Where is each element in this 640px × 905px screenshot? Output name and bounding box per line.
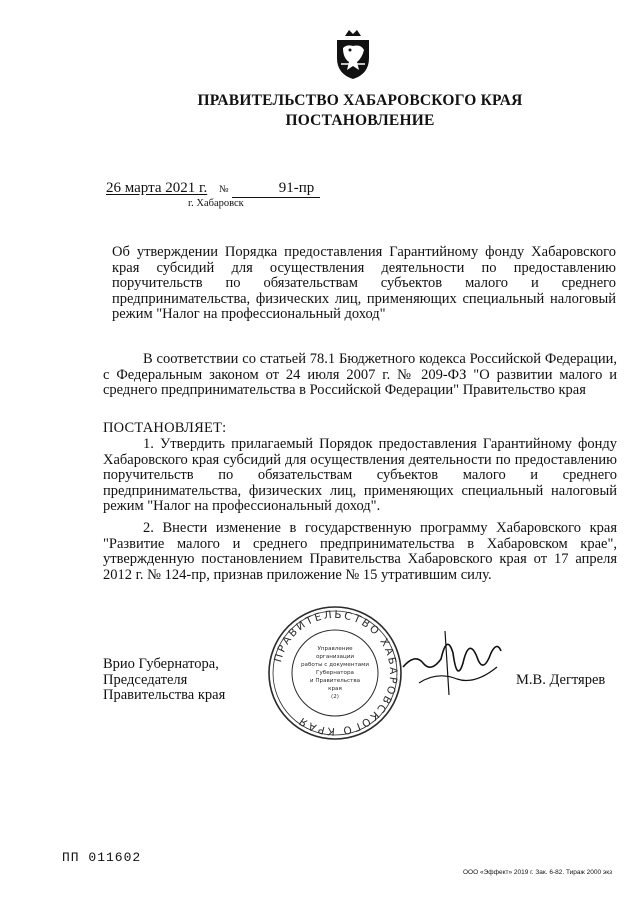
stamp-center-line: Губернатора xyxy=(316,670,354,676)
stamp-center-line: организации xyxy=(315,654,355,660)
document-number: 91-пр xyxy=(232,180,320,198)
stamp-center-line: Управление xyxy=(317,646,353,652)
stamp-center-line: края xyxy=(328,686,342,692)
government-title: ПРАВИТЕЛЬСТВО ХАБАРОВСКОГО КРАЯ xyxy=(197,92,523,109)
stamp-center-line: работы с документами xyxy=(301,662,369,668)
date-number-line xyxy=(106,180,320,198)
stamp-center-line: и Правительства xyxy=(309,678,361,684)
stamp-center-line: (2) xyxy=(331,694,339,700)
signatory-role-line-2: Правительства края xyxy=(103,687,226,703)
document-type: ПОСТАНОВЛЕНИЕ xyxy=(285,112,435,129)
document-date: 26 марта 2021 г. xyxy=(106,180,208,196)
stamp-ring-text: ПРАВИТЕЛЬСТВО ХАБАРОВСКОГО КРАЯ xyxy=(272,608,400,738)
form-serial-number: ПП 011602 xyxy=(62,850,142,865)
decree-item-1: 1. Утвердить прилагаемый Порядок предоставления Гарантийному фонду Хабаровского края субсидий для осуществления деятельности по предоставлению поручительств по обязательствам субъектов малого и среднего предпринимательства, физических лиц, применяющих специальный налоговый режим "Налог на профессиональный доход". xyxy=(103,436,617,514)
decree-item-2: 2. Внести изменение в государственную программу Хабаровского края "Развитие малого и среднего предпринимательства в Хабаровском крае", утвержденную постановлением Правительства Хабаровского края от 17 апреля 2012 г. № 124-пр, признав приложение № 15 утратившим силу. xyxy=(103,520,617,583)
printer-imprint: ООО «Эффект» 2019 г. Зак. 6-82. Тираж 2000 экз xyxy=(463,869,613,876)
coat-of-arms-icon xyxy=(331,28,375,80)
signatory-role-line-1: Врио Губернатора, Председателя xyxy=(103,656,219,688)
official-stamp xyxy=(265,603,405,743)
city: г. Хабаровск xyxy=(188,198,244,209)
decree-heading: ПОСТАНОВЛЯЕТ: xyxy=(103,420,227,436)
document-subject: Об утверждении Порядка предоставления Гарантийному фонду Хабаровского края субсидий для осуществления деятельности по предоставлению поручительств по обязательствам субъектов малого и среднего предпринимательства, физических лиц, применяющих специальный налоговый режим "Налог на профессиональный доход" xyxy=(112,244,616,322)
signatory-name: М.В. Дегтярев xyxy=(516,672,606,688)
handwritten-signature xyxy=(397,623,507,703)
number-label: № xyxy=(218,184,229,195)
preamble-paragraph: В соответствии со статьей 78.1 Бюджетного кодекса Российской Федерации, с Федеральным законом от 24 июля 2007 г. № 209-ФЗ "О развитии малого и среднего предпринимательства в Российской Федерации" Правительство края xyxy=(103,351,617,398)
